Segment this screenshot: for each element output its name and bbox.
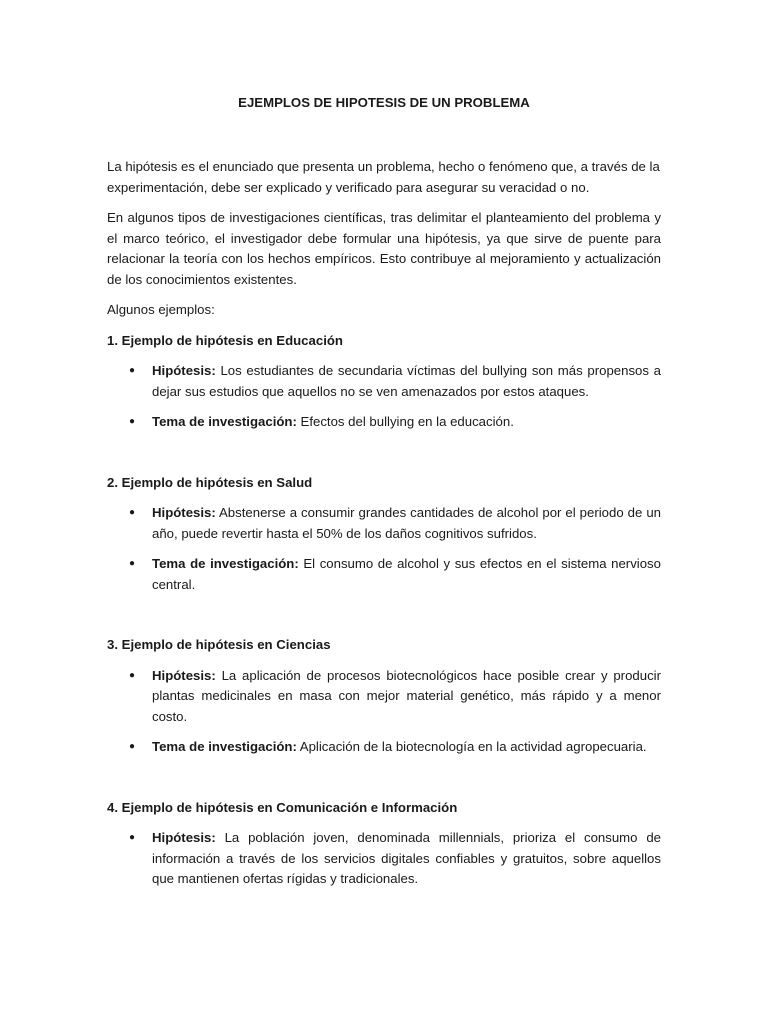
- item-label: Hipótesis:: [152, 667, 216, 683]
- intro-paragraph: La hipótesis es el enunciado que presenta un problema, hecho o fenómeno que, a través de la experimentación, debe ser explicado y verificado para asegurar su veracidad o no.: [107, 159, 660, 195]
- section-spacer: [107, 443, 661, 473]
- section-spacer: [107, 768, 661, 798]
- list-item: [107, 828, 661, 890]
- bullet-list: [107, 666, 661, 758]
- bullet-list: [107, 503, 661, 595]
- bullet-icon: ●: [129, 741, 136, 752]
- section-health: [107, 473, 661, 596]
- list-item: [107, 503, 661, 544]
- item-text: La aplicación de procesos biotecnológicos hace posible crear y producir plantas medicinales en masa con mejor material genético, más rápido y a menor costo.: [152, 667, 661, 724]
- document-title: EJEMPLOS DE HIPOTESIS DE UN PROBLEMA: [238, 95, 530, 110]
- bullet-icon: ●: [129, 558, 136, 569]
- section-heading: 1. Ejemplo de hipótesis en Educación: [107, 332, 343, 348]
- bullet-icon: ●: [129, 416, 136, 427]
- item-text: Aplicación de la biotecnología en la actividad agropecuaria.: [296, 739, 647, 754]
- item-text: El consumo de alcohol y sus efectos en el sistema nervioso central.: [152, 556, 661, 592]
- document-page: [107, 94, 661, 900]
- item-label: Hipótesis:: [152, 505, 216, 520]
- bullet-list: [107, 361, 661, 433]
- section-heading: 3. Ejemplo de hipótesis en Ciencias: [107, 637, 331, 652]
- section-communication: [107, 798, 661, 890]
- context-paragraph: En algunos tipos de investigaciones científicas, tras delimitar el planteamiento del problema y el marco teórico, el investigador debe formular una hipótesis, ya que sirve de puente para relacionar la teoría con los hechos empíricos. Esto contribuye al mejoramiento y actualización de los conocimientos existentes.: [107, 210, 661, 287]
- item-label: Hipótesis:: [152, 830, 216, 845]
- section-heading: 4. Ejemplo de hipótesis en Comunicación e Información: [107, 799, 458, 815]
- item-label: Tema de investigación:: [152, 414, 297, 429]
- bullet-icon: ●: [129, 507, 136, 518]
- list-item: [107, 666, 661, 728]
- section-heading: 2. Ejemplo de hipótesis en Salud: [107, 474, 313, 490]
- item-label: Tema de investigación:: [152, 739, 297, 754]
- item-text: La población joven, denominada millennials, prioriza el consumo de información a través de los servicios digitales confiables y gratuitos, sobre aquellos que mantienen ofertas rígidas y tradicionales.: [152, 830, 661, 886]
- item-text: Los estudiantes de secundaria víctimas del bullying son más propensos a dejar sus estudios que aquellos no se ven amenazados por estos ataques.: [152, 363, 661, 399]
- bullet-icon: ●: [129, 832, 136, 843]
- bullet-icon: ●: [129, 669, 136, 681]
- section-sciences: [107, 635, 661, 758]
- bullet-icon: ●: [129, 365, 136, 376]
- list-item: [107, 737, 661, 758]
- item-text: Abstenerse a consumir grandes cantidades de alcohol por el periodo de un año, puede revertir hasta el 50% de los daños cognitivos sufridos.: [152, 505, 661, 541]
- list-item: [107, 412, 661, 433]
- examples-intro: Algunos ejemplos:: [107, 302, 215, 317]
- bullet-list: [107, 828, 661, 890]
- item-label: Hipótesis:: [152, 363, 216, 378]
- section-education: [107, 331, 661, 433]
- list-item: [107, 554, 661, 595]
- item-label: Tema de investigación:: [152, 556, 299, 571]
- item-text: Efectos del bullying en la educación.: [296, 414, 514, 429]
- list-item: [107, 361, 661, 402]
- section-spacer: [107, 605, 661, 635]
